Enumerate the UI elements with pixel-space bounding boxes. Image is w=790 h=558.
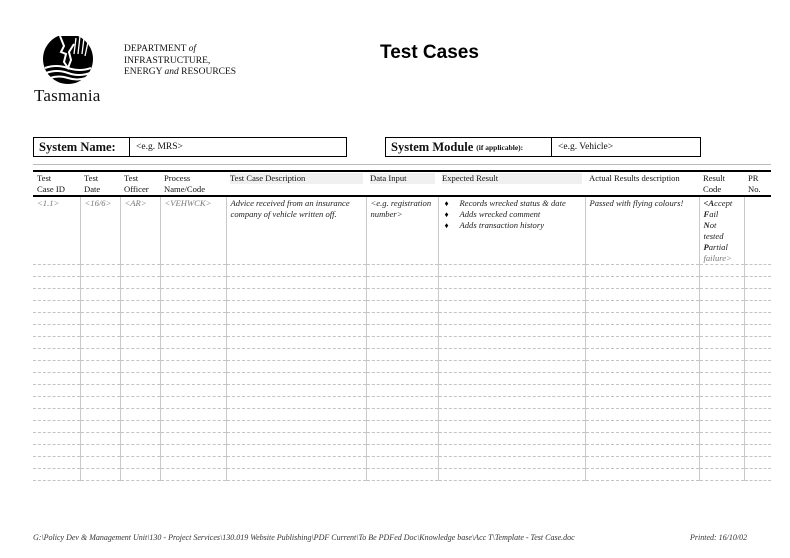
col-header-expected-result: Expected Result bbox=[438, 171, 585, 196]
table-cell[interactable] bbox=[744, 349, 771, 361]
cell-test-case-id[interactable]: <1.1> bbox=[33, 196, 80, 265]
table-cell[interactable] bbox=[438, 325, 585, 337]
table-cell[interactable] bbox=[438, 337, 585, 349]
table-cell[interactable] bbox=[366, 325, 438, 337]
table-cell[interactable] bbox=[438, 469, 585, 481]
table-cell[interactable] bbox=[438, 349, 585, 361]
table-cell[interactable] bbox=[160, 361, 226, 373]
table-row bbox=[33, 433, 771, 445]
table-cell[interactable] bbox=[699, 337, 744, 349]
col-header-process: Process Name/Code bbox=[160, 171, 226, 196]
table-cell[interactable] bbox=[33, 301, 80, 313]
table-cell[interactable] bbox=[585, 313, 699, 325]
table-cell[interactable] bbox=[80, 289, 120, 301]
table-cell[interactable] bbox=[366, 457, 438, 469]
table-cell[interactable] bbox=[33, 385, 80, 397]
cell-result-code[interactable]: <Accept Fail Not tested Partial failure> bbox=[699, 196, 744, 265]
table-cell[interactable] bbox=[160, 301, 226, 313]
expected-result-list bbox=[443, 198, 582, 231]
table-cell[interactable] bbox=[699, 445, 744, 457]
test-cases-table bbox=[33, 170, 771, 481]
table-row bbox=[33, 397, 771, 409]
dept-line3a: ENERGY bbox=[124, 67, 163, 77]
table-cell[interactable] bbox=[585, 337, 699, 349]
table-cell[interactable] bbox=[226, 313, 366, 325]
table-cell[interactable] bbox=[226, 421, 366, 433]
org-name: Tasmania bbox=[34, 86, 101, 105]
table-cell[interactable] bbox=[585, 457, 699, 469]
table-cell[interactable] bbox=[160, 325, 226, 337]
dept-line1: DEPARTMENT bbox=[124, 44, 187, 54]
table-row bbox=[33, 301, 771, 313]
cell-actual-result[interactable]: Passed with flying colours! bbox=[585, 196, 699, 265]
table-cell[interactable] bbox=[699, 457, 744, 469]
table-cell[interactable] bbox=[33, 373, 80, 385]
table-cell[interactable] bbox=[120, 277, 160, 289]
table-cell[interactable] bbox=[744, 289, 771, 301]
table-cell[interactable] bbox=[160, 433, 226, 445]
table-cell[interactable] bbox=[438, 301, 585, 313]
col-header-test-date: Test Date bbox=[80, 171, 120, 196]
table-cell[interactable] bbox=[744, 337, 771, 349]
table-cell[interactable] bbox=[585, 265, 699, 277]
table-cell[interactable] bbox=[699, 325, 744, 337]
system-module-note: (if applicable): bbox=[476, 142, 524, 152]
dept-and: and bbox=[164, 67, 179, 77]
cell-test-officer[interactable]: <AR> bbox=[120, 196, 160, 265]
table-cell[interactable] bbox=[366, 445, 438, 457]
system-module-label: System Module (if applicable): bbox=[386, 138, 552, 156]
table-cell[interactable] bbox=[33, 409, 80, 421]
table-cell[interactable] bbox=[585, 469, 699, 481]
table-cell[interactable] bbox=[699, 469, 744, 481]
table-cell[interactable] bbox=[699, 385, 744, 397]
table-cell[interactable] bbox=[699, 361, 744, 373]
table-row bbox=[33, 337, 771, 349]
table-cell[interactable] bbox=[226, 397, 366, 409]
table-cell[interactable] bbox=[226, 349, 366, 361]
table-cell[interactable] bbox=[160, 457, 226, 469]
table-cell[interactable] bbox=[438, 265, 585, 277]
system-module-field[interactable]: <e.g. Vehicle> bbox=[558, 142, 614, 152]
table-cell[interactable] bbox=[699, 397, 744, 409]
table-cell[interactable] bbox=[744, 277, 771, 289]
table-cell[interactable] bbox=[366, 373, 438, 385]
table-cell[interactable] bbox=[585, 301, 699, 313]
footer-printed-date: Printed: 16/10/02 bbox=[690, 533, 748, 542]
col-header-pr-no: PR No. bbox=[744, 171, 771, 196]
table-cell[interactable] bbox=[699, 421, 744, 433]
table-cell[interactable] bbox=[226, 301, 366, 313]
table-header-row bbox=[33, 171, 771, 196]
table-cell[interactable] bbox=[699, 373, 744, 385]
table-cell[interactable] bbox=[33, 445, 80, 457]
table-cell[interactable] bbox=[699, 277, 744, 289]
table-cell[interactable] bbox=[744, 265, 771, 277]
table-cell[interactable] bbox=[120, 349, 160, 361]
table-cell[interactable] bbox=[585, 361, 699, 373]
table-cell[interactable] bbox=[366, 313, 438, 325]
table-row bbox=[33, 289, 771, 301]
dept-line3b: RESOURCES bbox=[181, 67, 237, 77]
col-header-result-code: Result Code bbox=[699, 171, 744, 196]
table-cell[interactable] bbox=[226, 385, 366, 397]
table-row bbox=[33, 361, 771, 373]
table-cell[interactable] bbox=[438, 397, 585, 409]
divider bbox=[33, 164, 771, 165]
table-cell[interactable] bbox=[699, 433, 744, 445]
table-cell[interactable] bbox=[585, 397, 699, 409]
expected-result-item: ♦ Adds wrecked comment bbox=[443, 209, 582, 220]
table-cell[interactable] bbox=[80, 265, 120, 277]
cell-process-code[interactable]: <VEHWCK> bbox=[160, 196, 226, 265]
table-cell[interactable] bbox=[120, 457, 160, 469]
table-cell[interactable] bbox=[744, 361, 771, 373]
table-cell[interactable] bbox=[160, 409, 226, 421]
table-cell[interactable] bbox=[226, 469, 366, 481]
table-cell[interactable] bbox=[160, 289, 226, 301]
table-cell[interactable] bbox=[366, 385, 438, 397]
table-cell[interactable] bbox=[120, 433, 160, 445]
expected-result-item: ♦ Records wrecked status & date bbox=[443, 198, 582, 209]
table-cell[interactable] bbox=[160, 385, 226, 397]
table-cell[interactable] bbox=[744, 385, 771, 397]
table-cell[interactable] bbox=[226, 445, 366, 457]
table-cell[interactable] bbox=[366, 433, 438, 445]
table-cell[interactable] bbox=[438, 289, 585, 301]
table-cell[interactable] bbox=[744, 421, 771, 433]
table-cell[interactable] bbox=[80, 337, 120, 349]
col-header-description: Test Case Description bbox=[226, 171, 366, 196]
table-cell[interactable] bbox=[366, 409, 438, 421]
table-cell[interactable] bbox=[80, 397, 120, 409]
table-cell[interactable] bbox=[585, 373, 699, 385]
table-cell[interactable] bbox=[33, 433, 80, 445]
table-cell[interactable] bbox=[80, 361, 120, 373]
table-cell[interactable] bbox=[226, 373, 366, 385]
table-cell[interactable] bbox=[160, 445, 226, 457]
table-cell[interactable] bbox=[438, 421, 585, 433]
table-cell[interactable] bbox=[160, 421, 226, 433]
system-name-label: System Name: bbox=[34, 138, 130, 156]
table-cell[interactable] bbox=[80, 457, 120, 469]
tasmania-logo-icon bbox=[38, 32, 98, 87]
footer-file-path: G:\Policy Dev & Management Unit\130 - Project Services\130.019 Website Publishing\PDF Current\To Be PDFed Doc\Knowledge base\Acc T\Template - Test Case.doc bbox=[33, 533, 575, 542]
table-cell[interactable] bbox=[80, 313, 120, 325]
table-cell[interactable] bbox=[80, 301, 120, 313]
table-cell[interactable] bbox=[699, 313, 744, 325]
table-cell[interactable] bbox=[160, 349, 226, 361]
table-cell[interactable] bbox=[438, 361, 585, 373]
table-cell[interactable] bbox=[226, 265, 366, 277]
table-row bbox=[33, 277, 771, 289]
table-cell[interactable] bbox=[120, 421, 160, 433]
col-header-data-input: Data Input bbox=[366, 171, 438, 196]
table-cell[interactable] bbox=[120, 373, 160, 385]
table-cell[interactable] bbox=[699, 265, 744, 277]
table-cell[interactable] bbox=[33, 361, 80, 373]
page-title: Test Cases bbox=[380, 42, 479, 63]
table-row bbox=[33, 313, 771, 325]
table-cell[interactable] bbox=[80, 373, 120, 385]
table-cell[interactable] bbox=[438, 385, 585, 397]
table-cell[interactable] bbox=[120, 289, 160, 301]
table-row bbox=[33, 265, 771, 277]
table-cell[interactable] bbox=[80, 385, 120, 397]
table-cell[interactable] bbox=[33, 421, 80, 433]
system-name-field[interactable]: <e.g. MRS> bbox=[136, 142, 183, 152]
table-cell[interactable] bbox=[366, 361, 438, 373]
expected-result-item: ♦ Adds transaction history bbox=[443, 220, 582, 231]
table-cell[interactable] bbox=[120, 265, 160, 277]
table-cell[interactable] bbox=[744, 469, 771, 481]
cell-pr-no[interactable] bbox=[744, 196, 771, 265]
cell-expected-result[interactable] bbox=[438, 196, 585, 265]
table-cell[interactable] bbox=[438, 313, 585, 325]
col-header-test-case-id: Test Case ID bbox=[33, 171, 80, 196]
table-cell[interactable] bbox=[226, 325, 366, 337]
table-cell[interactable] bbox=[366, 289, 438, 301]
table-cell[interactable] bbox=[366, 397, 438, 409]
table-cell[interactable] bbox=[438, 445, 585, 457]
table-cell[interactable] bbox=[33, 469, 80, 481]
table-cell[interactable] bbox=[80, 445, 120, 457]
table-cell[interactable] bbox=[744, 409, 771, 421]
table-row bbox=[33, 325, 771, 337]
table-cell[interactable] bbox=[366, 469, 438, 481]
dept-line2: INFRASTRUCTURE, bbox=[124, 55, 211, 66]
table-cell[interactable] bbox=[120, 409, 160, 421]
department-name bbox=[124, 44, 236, 79]
table-cell[interactable] bbox=[80, 409, 120, 421]
table-cell[interactable] bbox=[744, 445, 771, 457]
cell-data-input[interactable]: <e.g. registration number> bbox=[366, 196, 438, 265]
table-cell[interactable] bbox=[80, 325, 120, 337]
table-cell[interactable] bbox=[699, 349, 744, 361]
table-cell[interactable] bbox=[80, 277, 120, 289]
table-row-example bbox=[33, 196, 771, 265]
table-cell[interactable] bbox=[744, 313, 771, 325]
table-cell[interactable] bbox=[33, 289, 80, 301]
table-cell[interactable] bbox=[585, 445, 699, 457]
col-header-test-officer: Test Officer bbox=[120, 171, 160, 196]
system-module-box bbox=[385, 137, 701, 157]
table-cell[interactable] bbox=[226, 457, 366, 469]
table-cell[interactable] bbox=[438, 457, 585, 469]
table-cell[interactable] bbox=[120, 397, 160, 409]
table-cell[interactable] bbox=[366, 349, 438, 361]
table-cell[interactable] bbox=[585, 289, 699, 301]
table-cell[interactable] bbox=[33, 457, 80, 469]
table-cell[interactable] bbox=[744, 433, 771, 445]
table-cell[interactable] bbox=[366, 277, 438, 289]
table-cell[interactable] bbox=[226, 337, 366, 349]
table-cell[interactable] bbox=[438, 409, 585, 421]
table-cell[interactable] bbox=[744, 457, 771, 469]
cell-description[interactable]: Advice received from an insurance company of vehicle written off. bbox=[226, 196, 366, 265]
table-cell[interactable] bbox=[120, 361, 160, 373]
table-cell[interactable] bbox=[33, 277, 80, 289]
table-cell[interactable] bbox=[585, 325, 699, 337]
table-cell[interactable] bbox=[33, 265, 80, 277]
col-header-actual-result: Actual Results description bbox=[585, 171, 699, 196]
dept-of: of bbox=[188, 44, 197, 54]
table-cell[interactable] bbox=[699, 409, 744, 421]
table-cell[interactable] bbox=[226, 289, 366, 301]
table-cell[interactable] bbox=[80, 469, 120, 481]
table-cell[interactable] bbox=[438, 433, 585, 445]
table-cell[interactable] bbox=[33, 313, 80, 325]
table-cell[interactable] bbox=[366, 337, 438, 349]
table-cell[interactable] bbox=[33, 325, 80, 337]
system-name-box bbox=[33, 137, 347, 157]
table-cell[interactable] bbox=[744, 397, 771, 409]
table-cell[interactable] bbox=[226, 433, 366, 445]
table-cell[interactable] bbox=[699, 289, 744, 301]
table-cell[interactable] bbox=[744, 325, 771, 337]
table-cell[interactable] bbox=[744, 301, 771, 313]
table-row bbox=[33, 409, 771, 421]
table-cell[interactable] bbox=[585, 409, 699, 421]
table-row bbox=[33, 421, 771, 433]
table-cell[interactable] bbox=[585, 349, 699, 361]
table-cell[interactable] bbox=[585, 385, 699, 397]
table-cell[interactable] bbox=[366, 301, 438, 313]
cell-test-date[interactable]: <16/6> bbox=[80, 196, 120, 265]
table-cell[interactable] bbox=[226, 361, 366, 373]
table-row bbox=[33, 457, 771, 469]
table-cell[interactable] bbox=[120, 385, 160, 397]
table-row bbox=[33, 373, 771, 385]
table-cell[interactable] bbox=[438, 277, 585, 289]
table-cell[interactable] bbox=[226, 277, 366, 289]
table-cell[interactable] bbox=[699, 301, 744, 313]
table-cell[interactable] bbox=[585, 421, 699, 433]
table-cell[interactable] bbox=[33, 349, 80, 361]
table-cell[interactable] bbox=[160, 265, 226, 277]
table-row bbox=[33, 469, 771, 481]
table-cell[interactable] bbox=[160, 397, 226, 409]
table-cell[interactable] bbox=[120, 469, 160, 481]
table-cell[interactable] bbox=[80, 433, 120, 445]
table-cell[interactable] bbox=[120, 445, 160, 457]
table-cell[interactable] bbox=[160, 337, 226, 349]
table-cell[interactable] bbox=[33, 337, 80, 349]
table-cell[interactable] bbox=[160, 277, 226, 289]
table-cell[interactable] bbox=[80, 421, 120, 433]
table-row bbox=[33, 385, 771, 397]
table-cell[interactable] bbox=[585, 277, 699, 289]
table-cell[interactable] bbox=[120, 301, 160, 313]
table-cell[interactable] bbox=[160, 313, 226, 325]
table-cell[interactable] bbox=[160, 373, 226, 385]
table-cell[interactable] bbox=[226, 409, 366, 421]
table-cell[interactable] bbox=[80, 349, 120, 361]
table-cell[interactable] bbox=[366, 421, 438, 433]
table-cell[interactable] bbox=[33, 397, 80, 409]
table-cell[interactable] bbox=[160, 469, 226, 481]
table-cell[interactable] bbox=[120, 337, 160, 349]
table-row bbox=[33, 349, 771, 361]
table-cell[interactable] bbox=[120, 313, 160, 325]
table-cell[interactable] bbox=[438, 373, 585, 385]
table-cell[interactable] bbox=[585, 433, 699, 445]
table-row bbox=[33, 445, 771, 457]
table-cell[interactable] bbox=[744, 373, 771, 385]
table-cell[interactable] bbox=[120, 325, 160, 337]
table-cell[interactable] bbox=[366, 265, 438, 277]
